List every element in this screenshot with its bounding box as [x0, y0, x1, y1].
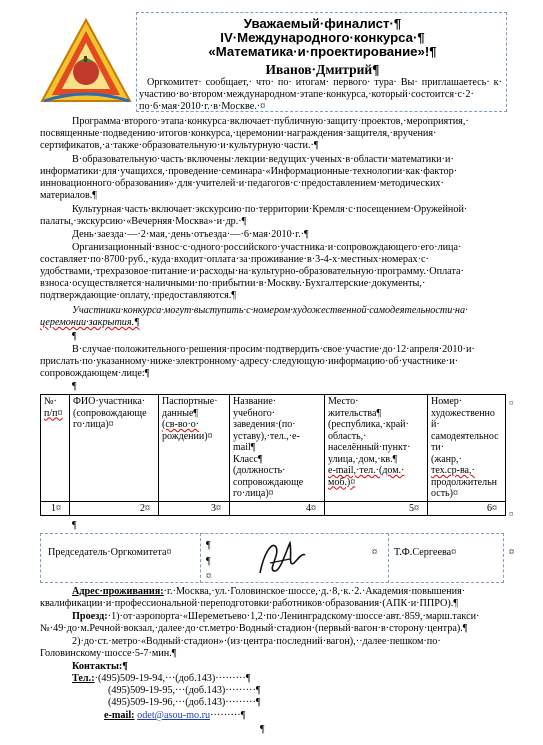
signature-mark-4: ¤ [372, 547, 378, 558]
phone-line-2: (495)509-19-95,···(доб.143)·········¶ [108, 685, 261, 696]
performance-line-2: церемонии·закрытия.¶ [40, 317, 140, 328]
route-label: Проезд: [72, 611, 108, 622]
number-cell-5: 5¤ [325, 501, 428, 516]
fee-line-2: составляет·по·8700·руб.,·куда·входит·оплата·за·проживание·в·3-4-х·местных·номерах·с· [40, 254, 429, 265]
education-line-1: В·образовательную·часть·включены·лекции·ведущих·ученых·в·области·математики·и· [72, 154, 454, 165]
route-line-3: 2)·до·ст.·метро·«Водный·стадион»·(из·центра·последний·вагон),··далее·пешком·по· [72, 636, 441, 647]
program-line-1: Программа·второго·этапа·конкурса·включает·публичную·защиту·проектов,·мероприятия,· [72, 116, 469, 127]
signature-divider-right [388, 533, 389, 583]
empty-paragraph: ¶ [72, 331, 77, 342]
number-cell-2: 2¤ [70, 501, 159, 516]
education-line-4: материалов.¶ [40, 190, 97, 201]
fee-line-3: удобствами,·трехразовое·питание·и·расходы·на·культурно-образовательную·программу.·Оплата· [40, 266, 464, 277]
chairman-label: Председатель·Оргкомитета¤ [48, 547, 172, 558]
fee-line-1: Организационный·взнос·с·одного·российского·участника·и·сопровождающего·его·лица· [72, 242, 462, 253]
contest-logo [40, 17, 133, 107]
confirm-line-1: В·случае·положительного·решения·просим·подтвердить·свое·участие·до·12·апреля·2010·и· [72, 344, 475, 355]
number-cell-3: 3¤ [159, 501, 230, 516]
tel-label: Тел.: [72, 673, 95, 684]
table-header-row [41, 395, 506, 502]
signature-mark-1: ¶ [206, 540, 211, 551]
table-row [41, 501, 506, 516]
confirm-line-2: прислать·по·указанному·ниже·электронному·адресу·следующую·информацию·об·участнике·и· [40, 356, 459, 367]
address-label: Адрес·проживания: [72, 586, 164, 597]
program-line-3: сертификатов,·а·также·образовательную·и·культурную·части.·¶ [40, 140, 319, 151]
route-line-4: Головинскому·шоссе·5-7·мин.¶ [40, 648, 177, 659]
intro-line-1: Оргкомитет· сообщает,· что· по· итогам· первого· тура· Вы· приглашаетесь· к· [147, 77, 502, 88]
signature-mark-2: ¶ [206, 556, 211, 567]
empty-paragraph-3: ¶ [72, 520, 77, 531]
route-line-2: №·49·до·м.Речной·вокзал,·далее·до·ст.метро·Водный·стадион·(первый·вагон·в·сторону·центра).¶ [40, 623, 468, 634]
signature-mark-3: ¤ [206, 571, 212, 582]
signature-divider-left [200, 533, 201, 583]
header-cell-school: Название· учебного· заведения·(по· уставу),·тел.,·e- mail¶ Класс¶ (должность· сопровождающе го·лица)¤ [230, 395, 325, 502]
contest-name-line: «Математика·и·проектирование»!¶ [208, 44, 437, 59]
end-mark: ¶ [260, 724, 265, 735]
signature-mark-5: ¤ [509, 547, 515, 558]
confirm-line-3: сопровождающем·лице:¶ [40, 368, 150, 379]
row-end-mark-2: ¤ [509, 509, 514, 519]
intro-line-3: по·6·мая·2010·г.·в·Москве.·¤ [139, 101, 266, 112]
culture-line-2: палаты,·экскурсию·«Вечерняя·Москва»·и·др.·¶ [40, 216, 247, 227]
culture-line-1: Культурная·часть·включает·экскурсию·по·территории·Кремля·с·посещением·Оружейной· [72, 204, 468, 215]
row-end-mark-1: ¤ [509, 398, 514, 408]
email-line: e-mail: odet@asou-mo.ru·········¶ [104, 710, 246, 721]
address-line-2: квалификации·и·профессиональной·переподготовки·работников·образования·(АПК·и·ППРО).¶ [40, 598, 458, 609]
email-label: e-mail: [104, 710, 135, 721]
header-cell-number: №· п/п¤ [41, 395, 70, 502]
number-cell-1: 1¤ [41, 501, 70, 516]
performance-line-1: Участники·конкурса·могут·выступить·с·номером·художественной·самодеятельности·на· [72, 305, 468, 316]
phone-line-1: Тел.:·(495)509-19-94,···(доб.143)·········¶ [72, 673, 251, 684]
program-line-2: посвященные·подведению·итогов·конкурса,·церемонии·награждения·защителя,·вручения· [40, 128, 437, 139]
phone-line-3: (495)509-19-96,···(доб.143)·········¶ [108, 697, 261, 708]
secretary-name: Т.Ф.Сергеева¤ [394, 547, 457, 558]
education-line-3: инновационного·образования»·для·учителей·и·педагогов·с·предоставлением·методических· [40, 178, 444, 189]
route-line-1: Проезд:·1)·от·аэропорта·«Шереметьево·1,2·по·Ленинградскому·шоссе·авт.·859,·марш.такси· [72, 611, 480, 622]
number-cell-6: 6¤ [428, 501, 506, 516]
handwritten-signature [250, 533, 310, 583]
contest-line: IV·Международного·конкурса·¶ [220, 30, 425, 45]
finalist-name: Иванов·Дмитрий¶ [265, 62, 380, 77]
email-link[interactable]: odet@asou-mo.ru [137, 710, 211, 721]
intro-line-2: участию·во·втором·международном·этапе·конкурса,·который·состоится·с·2· [139, 89, 474, 100]
header-cell-passport: Паспортные· данные¶ (св-во·о· рождении)¤ [159, 395, 230, 502]
empty-paragraph-2: ¶ [72, 381, 77, 392]
fee-line-5: подтверждающие·оплату,·предоставляются.¶ [40, 290, 236, 301]
header-cell-residence: Место· жительства¶ (республика,·край· область,· населённый·пункт· улица,·дом,·кв.¶ e-mail,·тел.·(дом.· моб.)¤ [325, 395, 428, 502]
address-line-1: Адрес·проживания:·г.·Москва,·ул.·Головинское·шоссе,·д.·8,·к.·2.·Академия·повышения· [72, 586, 466, 597]
header-cell-name: ФИО·участника· (сопровождающе го·лица)¤ [70, 395, 159, 502]
contacts-title: Контакты:¶ [72, 661, 128, 672]
dates-line: День·заезда·—·2·мая,·день·отъезда·—·6·мая·2010·г.·¶ [72, 229, 309, 240]
header-cell-performance: Номер· художественно й· самодеятельнос ти· (жанр,· тех.ср-ва,· продолжительн ость)¤ [428, 395, 506, 502]
education-line-2: информатики·для·учащихся,·проведение·семинара·«Информационные·технологии·как·фактор· [40, 166, 458, 177]
greeting-line: Уважаемый·финалист·¶ [243, 16, 402, 31]
fee-line-4: взноса·осуществляется·наличными·по·прибытии·в·Москву.·Бухгалтерские·документы,· [40, 278, 426, 289]
number-cell-4: 4¤ [230, 501, 325, 516]
registration-table [40, 394, 506, 516]
